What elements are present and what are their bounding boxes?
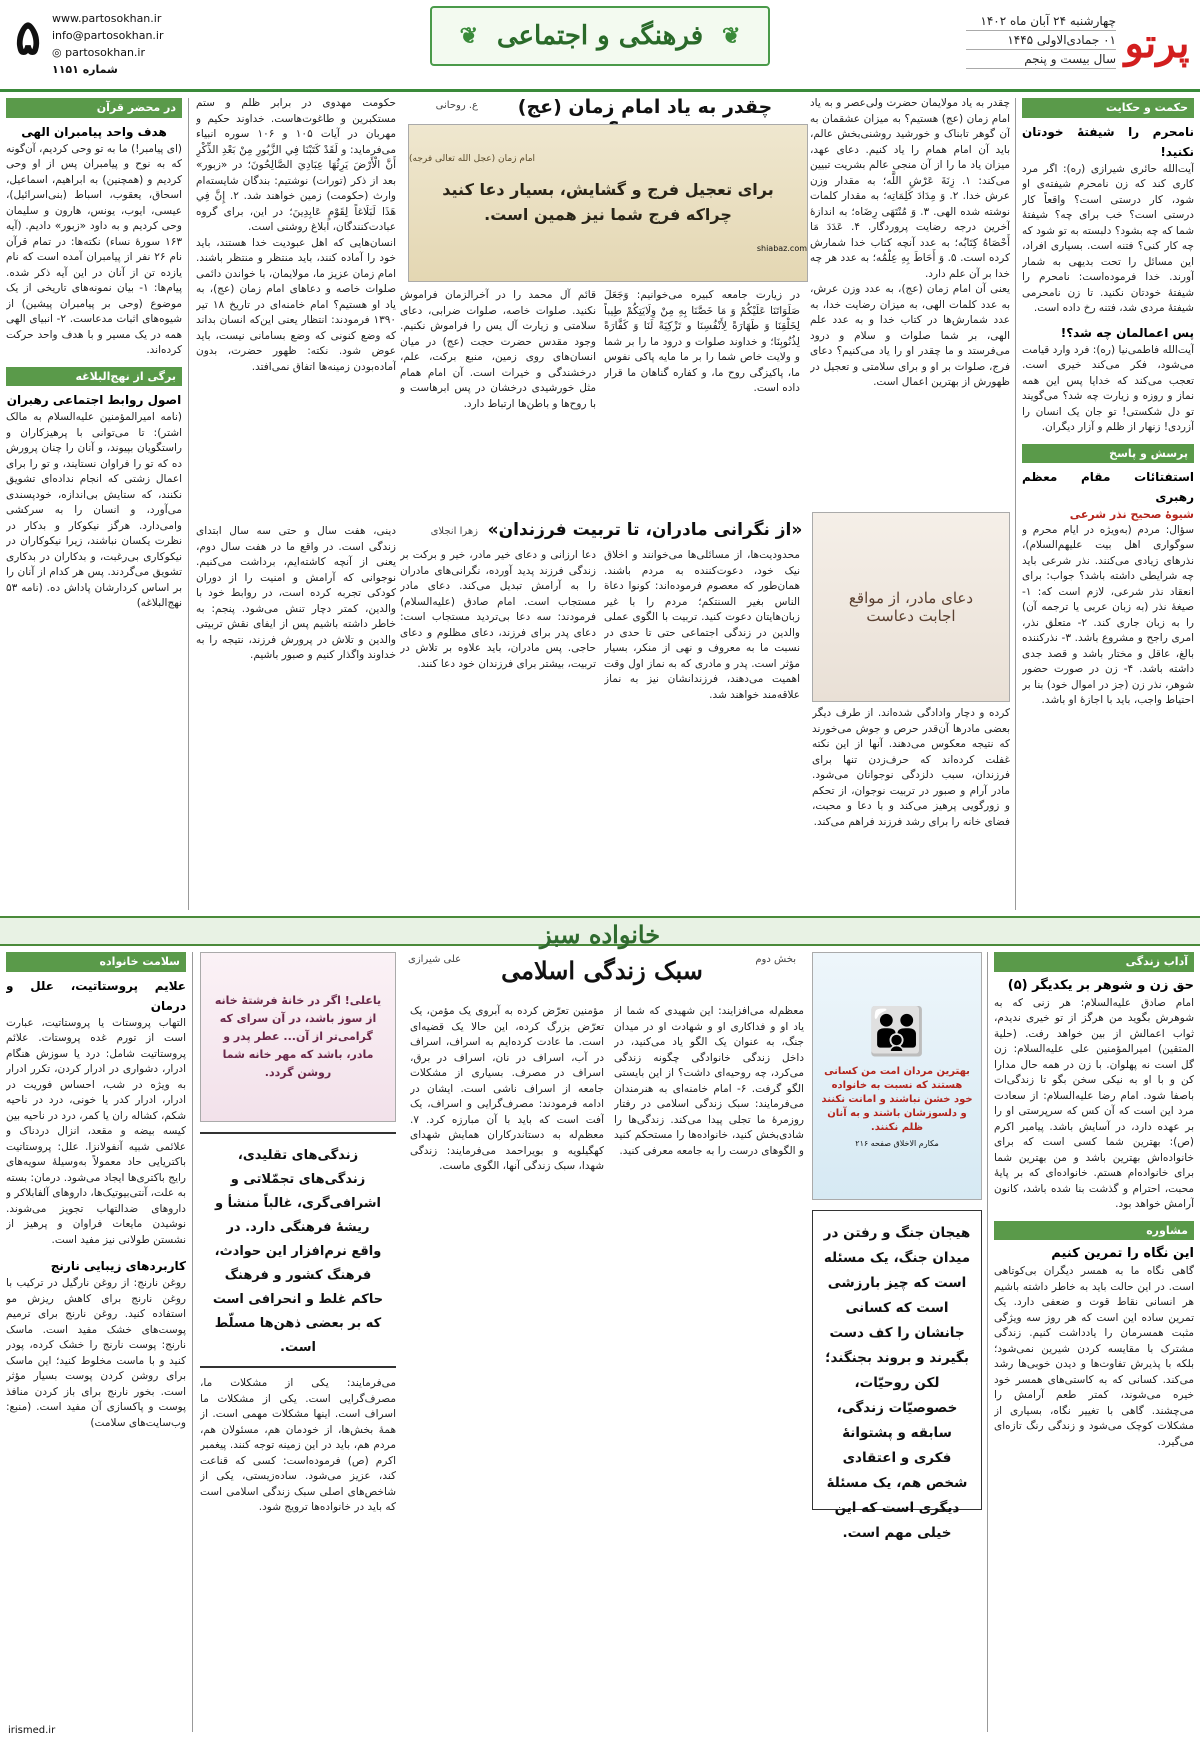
article2-text-c: دعا ارزانی و دعای خیر مادر، خیر و برکت بر زندگی فرزند پدید آورده، نگرانی‌های مادران را به آرامش تبدیل می‌کند. دعای مادر مستجاب است. امام صادق (علیه‌السلام) فرمودند: سه دعا بی‌تردید مستجاب است: دعای پدر برای فرزند، دعای مظلوم و دعای حاجی. پس مادران، باید علاوه بر تلاش در تربیت، بیشتر برای فرزندان خود دعا کنند. [400,549,596,670]
poster-caption: بهترین مردان امت من کسانی هستند که نسبت به خانواده خود خشن نباشند و امانت نکنند و دلسوزشان باشند و به آنان ظلم نکنند. [821,1066,973,1133]
article1-text-b: یعنی آن امام زمان (عج)، به عدد وزن عرش، به عدد کلمات الهی، به میزان رضایت خدا، به عدد شمارش‌ها در کتاب خدا و به عدد علم الهی، بر شما صلوات و سلام و درود می‌فرستد و ما چقدر او را یاد می‌کنیم؟ دعای فرج، صلوات بر او و برای سلامتی و تعجیل در ظهورش از بهترین اعمال است. [810,283,1010,388]
lifestyle-header: آداب زندگی [994,952,1194,972]
rights-title: حق زن و شوهر بر یکدیگر (۵) [1007,977,1194,993]
article1-text-a: چقدر به یاد مولایمان حضرت ولی‌عصر و به یاد امام زمان (عج) هستیم؟ به میزان عشقمان به آن گوهر تابناک و خورشید روشنی‌بخش عالم، باید آن امام همام را یاد کنیم. دعای عهد، میزان یاد ما را از آن منجی عالم بشریت تبیین می‌کند: ۱. زِنَةَ عَرْشِ اللَّه؛ به مقدار وزن عرش خدا. ۲. وَ مِدَادَ كَلِمَاتِه؛ به مقدار کلمات نوشته شده الهی. ۳. وَ مُنْتَهَى رِضَاه؛ به اندازهٔ آخرین درجه رضایت پروردگار. ۴. عَدَدَ مَا أَحْصَاهُ كِتَابُه؛ به عدد آنچه کتاب خدا شمارش کرده است. ۵. وَ أَحَاطَ بِهِ عِلْمُه؛ به عدد هر چه خدا بر آن علم دارد. [810,97,1010,280]
website-link[interactable]: www.partosokhan.ir [52,12,162,25]
contact-info [52,10,222,78]
article2-text-a: کرده و دچار وادادگی شده‌اند. از طرف دیگر بعضی مادرها آن‌قدر حرص و جوش می‌خورند که نتیجه معکوس می‌دهند. آنها از این نکته غفلت کرده‌اند که حرف‌زدن تنها برای فرزندان، سبب دلزدگی نوجوانان می‌شود. مادر آرام و صبور در تربیت نوجوان، از تحکم و زورگویی پرهیز می‌کند و با دعا و محبت، فضای خانه را برای رشد فرزند فراهم می‌کند. [812,707,1010,828]
article1-col-e [196,96,396,516]
column-divider [188,98,189,910]
article1-title: چقدر به یاد امام زمان (عج) [517,96,773,118]
column-divider [1015,98,1016,910]
page-number: ۵ [15,10,41,66]
lifestyle-col-a [614,1004,804,1732]
article1-author: ع. روحانی [435,100,478,111]
right-column [1022,98,1194,910]
left-column [6,98,182,910]
quote-1-text: هیجان جنگ و رفتن در میدان جنگ، یک مسئله است که چیز بارزشی است که کسانی جانشان را کف دست بگیرند و بروند بجنگند؛ لکن روحیّات، خصوصیّات زندگی، سابقه و پشتوانهٔ فکری و اعتقادی شخص هم، یک مسئلهٔ دیگری است که این خیلی مهم است. [823,1225,971,1541]
qa-text: سؤال: مردم (به‌ویژه در ایام محرم و سوگواری اهل بیت علیهم‌السلام)، نذرهای زیادی می‌کنند. نذر شرعی باید چه شرایطی داشته باشد؟ جواب: برای انعقاد نذر شرعی، لازم است که: ۱- صیغهٔ نذر (به زبان عربی یا ترجمه آن) را به زبان جاری کند. ۲- متعلق نذر، امری راجح و مشروع باشد. ۳- نذرکننده بالغ، عاقل و مختار باشد و قصد جدی داشته باشد. ۴- زن در صورت حضور شوهر، نذر زن (جز در اموال خود) بنا بر احتیاط واجب، باید با اجازهٔ او باشد. [1022,523,1194,706]
lifestyle-title: سبک زندگی اسلامی [501,956,703,985]
date-solar: چهارشنبه ۲۴ آبان ماه ۱۴۰۲ [966,12,1116,31]
quote-box-1 [812,1210,982,1541]
poster-source: مکارم الاخلاق صفحه ۲۱۶ [855,1139,939,1148]
lifestyle-col-c [200,1376,396,1732]
family-right-column [994,952,1194,1732]
section-title-banner [430,6,770,66]
greeting-card-text: یاعلی! اگر در خانهٔ فرشتهٔ خانه از سوز باشد، در آن سرای که گرامی‌تر از آن... عطر پدر و مادر، باشد که مهر خانه شما روشن گردد. [214,994,382,1079]
practice-title: این نگاه را تمرین کنیم [1051,1246,1194,1261]
issue-number: شماره ۱۱۵۱ [52,63,118,76]
instagram-handle: partosokhan.ir [65,46,145,59]
lifestyle-author: علی شیرازی [408,954,462,965]
article1-text-f: انسان‌هایی که اهل عبودیت خدا هستند، باید خود را آماده کنند، باید منتظر و منتظر باشند. امام زمان عزیز ما، مولایمان، با خواندن دائمی صلوات خاصه و دعاهای امام زمان (عج)، به یاد او هستیم؟ امام خامنه‌ای در تاریخ ۱۸ تیر ۱۳۹۰ فرمودند: انتظار یعنی این‌که انسان بداند که وضع کنونی که وضع بسامانی نیست، باید عوض شود. نکته: ظهور حضرت، بدون آماده‌بودن زمینه‌ها اتفاق نمی‌افتد. [196,236,396,373]
ornament-icon: ❦ [459,23,479,49]
article1-text-d: قائم آل محمد را در آخرالزمان فراموش نکنید. صلوات خاصه، صلوات ضرابی، دعای سلامتی و زیارت آل یس را فراموش نکنیم. وجود مقدس حضرت حجت (عج) در میان انسان‌های روی زمین، منبع برکت، علم، درخشندگی و خیرات است. آن امام همام مثل خورشیدی درخشان در پس ابرهاست و با روح‌ها و باطن‌ها ارتباط دارد. [400,289,596,410]
article2-image-text: دعای مادر، از مواقع اجابت دعاست [848,589,974,625]
qa-header: پرسش و پاسخ [1022,444,1194,464]
story2-text: آیت‌الله فاطمی‌نیا (ره): فرد وارد قیامت می‌شود، فکر می‌کند خیری است. تعجب می‌کند که خدایا پس این همه نماز و روزه و زیارت چه شد؟ می‌گویند تو دل شکستی! تو جان یک انسان را آزردی! زنهار از ظلم و آزار دیگران. [1022,343,1194,433]
family-poster [812,952,982,1200]
image-line-2: چراکه فرج شما نیز همین است. [484,204,732,224]
lifestyle-part: بخش دوم [755,954,796,965]
lifestyle-text-b: مؤمنین تعرّض کرده به آبروی یک مؤمن، یک تعرّض بزرگ کرده، این حالا یک قضیه‌ای است. ما عادت کرده‌ایم به اسراف، اسراف در آب، اسراف در نان، اسراف در برق، اسراف در مصرف. بسیاری از مشکلات جامعه از اسراف ناشی است. ایشان در ادامه فرمودند: مصرف‌گرایی و اسراف، یک آفت است که باید با آن مبارزه کرد. ۷. معظم‌له به دستاندرکاران همایش شهدای کهگیلویه و بویراحمد می‌فرمایند: زندگی شهدا، سبک زندگی آنها، الگوی ماست. [410,1005,604,1172]
image-caption: امام زمان (عجل الله تعالی فرجه) [409,153,536,164]
nahj-text: (نامه امیرالمؤمنین علیه‌السلام به مالک اشتر): تا می‌توانی با پرهیزکاران و راستگویان بپیوند، و آنان را چنان پرورش ده که تو را فراوان نستایند، و تو را برای اعمال زشتی که انجام نداده‌ای تشویق نکنند، که ستایش بی‌اندازه، خودپسندی می‌آورد، و انسان را به سرکشی وامی‌دارد. هرگز نیکوکار و بدکار در نظرت یکسان نباشند، زیرا نیکوکاران در نیکوکاری بی‌رغبت، و بدکاران در بدکاری تشویق می‌گردند. پس هر کدام از آنان را بر اساس کردارشان پاداش ده. (نامه ۵۳ نهج‌البلاغه) [6,411,182,609]
story1-title: نامحرم را شیفتهٔ خودتان نکنید! [1022,124,1194,159]
article2-col-c [400,548,596,910]
tips-text: روغن نارنج: از روغن نارگیل در ترکیب با روغن نارنج برای کاهش ریزش مو استفاده کنید. روغن نارنج برای ترمیم پوست‌های خشک مفید است. ماسک نارنج: پوست نارنج را خشک کرده، پودر کنید و با ماست مخلوط کنید؛ این ماسک برای روشن کردن پوست بسیار مؤثر است. بخور نارنج برای باز کردن منافذ پوست و پاکسازی آن مفید است. (منبع: وب‌سایت‌های سلامت) [6,1277,186,1429]
nahj-title: اصول روابط اجتماعی رهبران [6,393,182,407]
ornament-icon: ❦ [721,23,741,49]
article1-image [408,124,808,282]
tips-title: کاربردهای زیبایی نارنج [50,1259,186,1273]
date-lunar: ۰۱ جمادی‌الاولی ۱۴۴۵ [966,31,1116,50]
email-link[interactable]: info@partosokhan.ir [52,29,164,42]
image-line-1: برای تعجیل فرج و گشایش، بسیار دعا کنید [442,179,774,199]
article2-col-a [812,706,1010,910]
article2-image [812,512,1010,702]
counsel-header: مشاوره [994,1221,1194,1241]
health-header: سلامت خانواده [6,952,186,972]
quote-2-text: زندگی‌های تقلیدی، زندگی‌های تجمّلاتی و اشرافی‌گری، غالباً منشأ و ریشهٔ فرهنگی دارد. در واقع نرم‌افزار این حوادث، فرهنگ کشور و فرهنگ حاکم غلط و انحرافی است که بر بعضی ذهن‌ها مسلّط است. [212,1148,384,1355]
health-column [6,952,186,1712]
issue-date-block [966,12,1116,69]
article2-text-d: دینی، هفت سال و حتی سه سال ابتدای زندگی است. در واقع ما در هفت سال دوم، یعنی از آنچه کاشته‌ایم، برداشت می‌کنیم. نوجوانی که آرامش و امنیت را از دوران کودکی تجربه کرده است، در روابط خود با والدین، کمتر دچار تنش می‌شود. پنجم: به خاطر داشته باشیم پس از ایفای نقش تربیتی والدین و تلاش در پرورش فرزند، نتیجه را به خداوند واگذار کنیم و صبور باشیم. [196,525,396,661]
quran-title: هدف واحد پیامبران الهی [21,124,167,139]
article2-col-b [604,548,800,910]
article1-col-d [400,288,596,508]
wisdom-header: حکمت و حکایت [1022,98,1194,118]
story2-title: پس اعمالمان چه شد؟! [1060,325,1194,340]
instagram-link[interactable] [52,44,222,61]
qa-title: استفتائات مقام معظم رهبری [1022,470,1194,504]
article1-text-c: در زیارت جامعه کبیره می‌خوانیم: وَجَعَلَ صَلَوَاتَنَا عَلَيْكُمْ وَ مَا خَصَّنَا بِهِ مِنْ وِلَايَتِكُمْ طِيباً لِخَلْقِنَا وَ طَهَارَةً لِأَنْفُسِنَا و تَزْكِيَةً لَنَا وَ كَفَّارَةً لِذُنُوبِنَا؛ و خداوند صلوات و درود ما را بر شما و ولایت خاص شما را بر ما مایه پاکی نفوس ما، پاکیزگی روح ما، و کفاره گناهان ما قرار داده است. [604,289,800,394]
masthead [0,0,1200,92]
quran-text: (ای پیامبر!) ما به تو وحی کردیم، آن‌گونه که به نوح و پیامبران پس از او وحی کردیم و (همچنین) به ابراهیم، اسماعیل، اسحاق، یعقوب، اسباط (بنی‌اسرائیل)، عیسی، ایوب، یونس، هارون و سلیمان وحی کردیم و به داود «زبور» دادیم. (آیه ۱۶۳ سورهٔ نساء) نکته‌ها: در تمام قرآن نام ۲۶ نفر از پیامبران آمده است که نام یازده تن از آنان در این آیه ذکر شده. پیام‌ها: ۱- بیان نمونه‌های تاریخی از یک موضوع (وحی بر پیامبران پیشین) از شیوه‌های اثبات مدعاست. ۲- انبیای الهی همه در یک مسیر و با هدف واحد حرکت کرده‌اند. [6,142,182,356]
lifestyle-text-c: می‌فرمایند: یکی از مشکلات ما، مصرف‌گرایی است. یکی از مشکلات ما اسراف است. اینها مشکلات مهمی است. از همهٔ بخش‌ها، از خودمان هم، مسئولان هم، مردم هم، باید در این زمینه توجه کنند. پیغمبر اکرم (ص) فرموده‌است: کسی که قناعت کند، عزیز می‌شود. ساده‌زیستی، یکی از شاخص‌های اصلی سبک زندگی اسلامی است که باید در خانواده‌ها ترویج شود. [200,1377,396,1513]
column-divider [987,952,988,1732]
article1-text-e: حکومت مهدوی در برابر ظلم و ستم مستکبرین و طاغوت‌هاست. خداوند حکیم و مهربان در آیات ۱۰۵ و ۱۰۶ سوره انبیاء می‌فرماید: و لَقَدْ كَتَبْنَا فِي الزَّبُورِ مِنْ بَعْدِ الذِّكْرِ أَنَّ الْأَرْضَ يَرِثُهَا عِبَادِيَ الصَّالِحُونَ؛ در «زبور» بعد از ذکر (تورات) نوشتیم: بندگان شایسته‌ام وارث (حکومت) زمین خواهند شد. ۲. إِنَّ فِي هَذَا لَبَلَاغاً لِقَوْمٍ عَابِدِينَ؛ در این، برای گروه عبادت‌کنندگان، ابلاغ روشنی است. [196,97,396,233]
family-section-banner [0,916,1200,949]
article2-col-d [196,524,396,910]
health-title: علایم پروستاتیت، علل و درمان [6,978,186,1013]
footer-site: irismed.ir [8,1725,56,1736]
qa-subtitle: شیوهٔ صحیح نذر شرعی [1069,508,1194,521]
lifestyle-text-a: معظم‌له می‌افزایند: این شهیدی که شما از یاد او و فداکاری او و شهادت او در میدان جنگ، به عنوان یک الگو یاد می‌کنید، در داخل زندگی خانوادگی چگونه زندگی می‌کرد، چه روحیه‌ای داشت؟ از این بایستی الگو گرفت. ۶- امام خامنه‌ای به هنرمندان می‌فرمایند: سبک زندگی اسلامی در رفتار روزمرهٔ ما تجلی پیدا می‌کند. زندگی‌ها را شادی‌بخش کنید، خانواده‌ها را مستحکم کنید و الگوهای درست را به جامعه معرفی کنید. [614,1005,804,1157]
nahj-header: برگی از نهج‌البلاغه [6,367,182,387]
newspaper-logo: پرتو [1124,20,1190,67]
story1-text: آیت‌الله حائری شیرازی (ره): اگر مرد کاری کند که زن نامحرم شیفته‌ی او شود، کار درستی است؟ واقعاً کار درستی است؟ خب برای چه؟ شیفتهٔ شما که چه بشود؟ دلبسته به تو شود که چه کار کنی؟ فتنه است. بسیاری افراد، این مسائل را تحت بدیهی به شمار آورند. خدا فرموده‌است: نامحرم را شیفتهٔ خودتان نکنید. تا زن نامحرمی شیفتهٔ مردی شد، فتنه رخ داده است. [1022,162,1194,314]
article1-col-c [604,288,800,508]
greeting-card [200,952,396,1122]
family-illustration-icon: 👪 [868,1004,926,1058]
practice-text: گاهی نگاه ما به همسر دیگران بی‌کوتاهی است. در این حالت باید به خاطر داشته باشیم هر انسانی نقاط قوت و ضعفی دارد. یک تمرین ساده این است که هر روز سه ویژگی مثبت همسرمان را یادداشت کنیم. زندگی مشترک با مقایسه کردن شیرین نمی‌شود؛ بلکه با پذیرش تفاوت‌ها و دیدن خوبی‌ها رشد می‌کند. کسانی که به کاستی‌های همسر خود خیره می‌شوند، کمتر طعم آرامش را می‌چشند. گاهی با تغییر نگاه، بسیاری از مشکلات کوچک می‌شود و زندگی رنگ تازه‌ای می‌گیرد. [994,1265,1194,1448]
quran-header: در محضر قرآن [6,98,182,118]
quote-box-2 [200,1132,396,1368]
instagram-icon: ◎ [52,46,66,59]
image-site: shiabaz.com [756,243,807,253]
lifestyle-article-header [408,948,796,998]
article2-title: «از نگرانی مادران، تا تربیت فرزندان» [487,520,803,540]
rights-text: امام صادق علیه‌السلام: هر زنی که به شوهرش بگوید من هرگز از تو خیری ندیدم، ثواب اعمالش از بین خواهد رفت. (حلیة المتقین) امیرالمؤمنین علی علیه‌السلام: زن گل است نه پهلوان. با زن در همه حال مدارا کن و با او به نیکی سخن بگو تا زندگی‌ات باصفا شود. امام رضا علیه‌السلام: از سعادت مرد این است که آن کس که سرپرستی او را بر عهده دارد، در آسایش باشد. پیامبر اکرم (ص): بهترین شما کسی است که برای خانواده‌اش بهترین باشد و من بهترین شما برای خانواده‌ام هستم. خانواده‌ای که بر پایهٔ محبت، احترام و گذشت بنا شده باشد، کانون آرامش خواهد بود. [994,996,1194,1210]
volume-year: سال بیست و پنجم [966,50,1116,69]
article1-col-a [810,96,1010,508]
column-divider [192,952,193,1732]
lifestyle-col-b [410,1004,604,1732]
article2-text-b: محدودیت‌ها، از مسائلی‌ها می‌خوانند و اخلاق نیک خود، دعوت‌کننده به مردم باشند. همان‌طور که معصوم فرموده‌اند: کونوا دعاة الناس بغیر السنتکم؛ مردم را با غیر زبان‌هایتان دعوت کنید. تربیت با الگوی عملی والدین در زندگی اجتماعی حتی تا حدی در نسبت ما به معروف و نهی از منکر، بسیار مؤثر است. پدر و مادری که به نماز اول وقت اهمیت می‌دهند، فرزندانشان نیز به نماز علاقه‌مند خواهند شد. [604,549,800,701]
article2-author: زهرا انجلای [430,526,478,537]
section-title: فرهنگی و اجتماعی [496,21,704,51]
family-section-title: خانواده سبز [539,920,661,949]
health-text: التهاب پروستات یا پروستاتیت، عبارت است از تورم غده پروستات. علائم پروستاتیت شامل: درد یا سوزش هنگام ادرار، دشواری در ادرار کردن، تکرر ادرار به ویژه در شب، احساس فوریت در ادرار، ادرار کدر یا خونی، درد در ناحیه شکم، کشاله ران یا کمر، درد در ناحیه بین کیسه بیضه و مقعد، انزال دردناک و علائمی شبیه آنفولانزا. علل: پروستاتیت باکتریایی حاد معمولاً به‌وسیلهٔ سویه‌های رایج باکتری‌ها ایجاد می‌شود. درمان: بسته به علت، آنتی‌بیوتیک‌ها، داروهای آلفابلاکر و داروهای ضدالتهاب تجویز می‌شوند. نوشیدن مایعات فراوان و پرهیز از نشستن طولانی نیز مفید است. [6,1016,186,1246]
